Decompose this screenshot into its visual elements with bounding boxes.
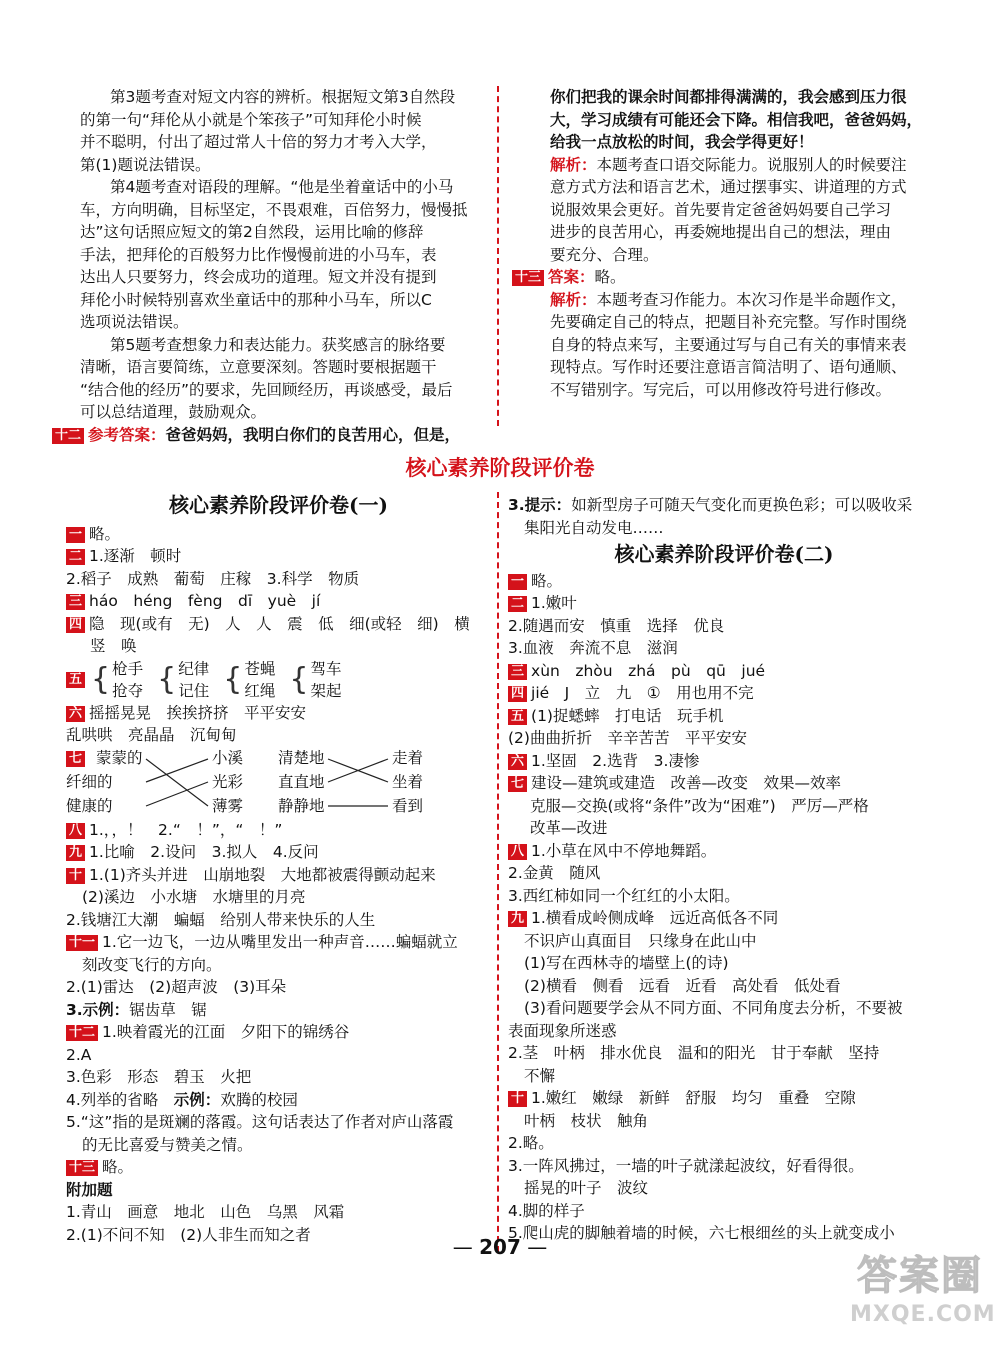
answer-text: 摇晃的叶子 波纹 <box>524 1179 649 1197</box>
answer-text: 3.一阵风拂过，一墙的叶子就漾起波纹，好看得很。 <box>508 1156 864 1175</box>
question-number-tag: 十一 <box>66 935 98 951</box>
match-word: 直直地 <box>278 772 325 791</box>
answer-label: 参考答案： <box>88 425 166 444</box>
answer-text: 刻改变飞行的方向。 <box>82 955 222 974</box>
word-pair: 纪律 记住 <box>178 659 210 700</box>
question-number-tag: 八 <box>508 844 527 860</box>
question-number-tag: 六 <box>508 754 527 770</box>
brace-icon: { <box>91 661 111 697</box>
answer-text: 建设—建筑或建造 改善—改变 效果—效率 <box>531 774 842 792</box>
text-line: 不写错别字。写完后，可以用修改符号进行修改。 <box>550 380 892 399</box>
analysis-text: 本题考查习作能力。本次习作是半命题作文， <box>596 290 907 309</box>
top-right-block <box>508 86 938 401</box>
paper1-title: 核心素养阶段评价卷(一) <box>169 493 388 517</box>
answer-text: 隐 现(或有 无) 人 人 震 低 细(或轻 细) 横 <box>89 614 470 633</box>
text-line: 现特点。写作时还要注意语言简洁明了、语句通顺、 <box>550 358 907 376</box>
question-number-tag: 十 <box>508 1091 527 1107</box>
question-number-tag: 一 <box>508 574 527 590</box>
answer-text: 2.茎 叶柄 排水优良 温和的阳光 甘于奉献 坚持 <box>508 1044 880 1062</box>
pinyin-answer: háo héng fèng dī yuè jí <box>89 592 321 610</box>
answer-text: 略。 <box>531 571 563 590</box>
answer-text: 2.(1)雷达 (2)超声波 (3)耳朵 <box>66 978 287 996</box>
answer-text: 3.西红柿如同一个红红的小太阳。 <box>508 886 740 905</box>
analysis-line <box>508 289 938 312</box>
answer-text: 竖 唤 <box>90 637 137 655</box>
answer-text: 克服—交换(或将“条件”改为“困难”) 严厉—严格 <box>530 796 869 815</box>
answer-text: 2.钱塘江大潮 蝙蝠 给别人带来快乐的人生 <box>66 910 376 929</box>
answer-text: 不识庐山真面目 只缘身在此山中 <box>524 931 757 950</box>
answer-text: 略。 <box>89 524 121 543</box>
answer-text: 5.爬山虎的脚触着墙的时候，六七根细丝的头上就变成小 <box>508 1224 895 1242</box>
match-word: 小溪 <box>212 748 244 767</box>
example-label: 3.示例： <box>66 1000 130 1019</box>
brace-icon: { <box>289 661 309 697</box>
text-line: 第4题考查对语段的理解。“他是坐着童话中的小马 <box>110 178 454 196</box>
answer-text: (3)看问题要学会从不同方面、不同角度去分析，不要被 <box>524 999 903 1017</box>
answer-text: (2)曲曲折折 辛辛苦苦 平平安安 <box>508 729 747 747</box>
text-line: “结合他的经历”的要求，先回顾经历，再谈感受，最后 <box>80 380 453 399</box>
question-number-tag: 九 <box>508 911 527 927</box>
answer-text: 1.(1)齐头并进 山崩地裂 大地都被震得颤动起来 <box>89 865 436 884</box>
match-word: 光彩 <box>212 772 244 791</box>
top-left-block <box>55 86 490 446</box>
question-number-tag: 一 <box>66 527 85 543</box>
answer-text: 改革—改进 <box>530 819 608 837</box>
watermark-text: 答案圈 <box>857 1253 983 1299</box>
answer-text: 5.“这”指的是斑斓的落霞。这句话表达了作者对庐山落霞 <box>66 1113 454 1131</box>
q5-word-groups <box>66 658 491 702</box>
answer-text: 1.青山 画意 地北 山色 乌黑 风霜 <box>66 1203 345 1221</box>
answer-text: 2.稻子 成熟 葡萄 庄稼 3.科学 物质 <box>66 569 360 588</box>
match-word: 健康的 <box>66 796 113 815</box>
text-line: 给我一点放松的时间，我会学得更好！ <box>550 133 814 151</box>
text-line: 达出人只要努力，终会成功的道理。短文并没有提到 <box>80 268 437 286</box>
watermark-logo <box>850 1250 996 1342</box>
answer-text: 1.映着霞光的江面 夕阳下的锦绣谷 <box>102 1023 350 1041</box>
text-line: 手法，把拜伦的百般努力比作慢慢前进的小马车，表 <box>80 245 437 264</box>
text-line: 你们把我的课余时间都排得满满的，我会感到压力很 <box>550 88 907 106</box>
answer-text: 1.逐渐 顿时 <box>89 547 182 565</box>
text-line: 要充分、合理。 <box>550 245 659 264</box>
text-line: 选项说法错误。 <box>80 313 189 331</box>
question-number-tag: 八 <box>66 823 85 839</box>
question-number-tag: 六 <box>66 706 85 722</box>
paper1-column <box>66 494 491 1246</box>
match-word: 静静地 <box>278 796 325 815</box>
text-line: 先要确定自己的特点，把题目补充完整。写作时围绕 <box>550 313 907 331</box>
answer-text: 3.色彩 形态 碧玉 火把 <box>66 1068 252 1086</box>
answer-text: 2.略。 <box>508 1134 554 1152</box>
answer-text: 1.嫩叶 <box>531 594 577 612</box>
answer-text: (1)捉蟋蟀 打电话 玩手机 <box>531 706 724 725</box>
answer-text: 不懈 <box>524 1066 556 1085</box>
answer-text: 1.它一边飞，一边从嘴里发出一种声音……蝙蝠就立 <box>102 933 458 951</box>
text-line: 达”这句话照应短文的第2自然段，运用比喻的修辞 <box>80 223 424 241</box>
watermark-url: MXQE.COM <box>850 1302 996 1327</box>
answer-text: 欢腾的校园 <box>220 1090 298 1109</box>
answer-text: 爸爸妈妈，我明白你们的良苦用心，但是， <box>165 425 461 444</box>
answer-text: 3.血液 奔流不息 滋润 <box>508 639 678 657</box>
brace-icon: { <box>223 661 243 697</box>
answer-text: (1)写在西林寺的墙壁上(的诗) <box>524 954 729 972</box>
question-number-tag: 五 <box>508 709 527 725</box>
answer-text: (2)溪边 小水塘 水塘里的月亮 <box>82 888 306 906</box>
text-line: 的第一句“拜伦从小就是个笨孩子”可知拜伦小时候 <box>80 110 422 129</box>
answer-text: 摇摇晃晃 挨挨挤挤 平平安安 <box>89 703 307 722</box>
example-label: 示例： <box>173 1090 221 1109</box>
answer-text: 2.金黄 随风 <box>508 864 601 882</box>
text-line: 第5题考查想象力和表达能力。获奖感言的脉络要 <box>110 335 446 354</box>
answer-text: 的无比喜爱与赞美之情。 <box>82 1135 253 1154</box>
analysis-label: 解析： <box>550 290 597 309</box>
answer-text: (2)横看 侧看 远看 近看 高处看 低处看 <box>524 976 841 995</box>
question-number-tag: 四 <box>508 686 527 702</box>
paper2-title: 核心素养阶段评价卷(二) <box>614 542 834 566</box>
text-line: 说服效果会更好。首先要肯定爸爸妈妈要自己学习 <box>550 200 892 219</box>
answer-text: 略。 <box>594 268 626 286</box>
match-word: 蒙蒙的 <box>96 748 143 767</box>
question-number-tag: 九 <box>66 845 85 861</box>
question-number-tag: 十三 <box>512 270 544 286</box>
answer-12-line <box>52 424 490 447</box>
analysis-text: 本题考查口语交际能力。说服别人的时候要注 <box>596 155 907 174</box>
question-number-tag: 七 <box>66 751 85 767</box>
question-number-tag: 三 <box>66 594 85 610</box>
text-line: 车，方向明确，目标坚定，不畏艰难，百倍努力，慢慢抵 <box>80 200 468 219</box>
match-word: 纤细的 <box>66 772 113 791</box>
answer-text: 1.嫩红 嫩绿 新鲜 舒服 均匀 重叠 空隙 <box>531 1089 856 1107</box>
text-line: 自身的特点来写，主要通过写与自己有关的事情来表 <box>550 335 907 354</box>
analysis-line <box>508 154 938 177</box>
hint-label: 3.提示： <box>508 496 572 514</box>
question-number-tag: 五 <box>66 672 85 688</box>
text-line: 第(1)题说法错误。 <box>80 155 211 174</box>
answer-text: 2.随遇而安 慎重 选择 优良 <box>508 616 725 635</box>
extra-title: 附加题 <box>66 1180 113 1199</box>
answer-text: 锯齿草 锯 <box>129 1000 207 1019</box>
text-line: 清晰，语言要简练，立意要深刻。答题时要根据题干 <box>80 358 437 376</box>
word-pair: 枪手 抢夺 <box>112 659 144 700</box>
answer-text: 如新型房子可随天气变化而更换色彩；可以吸收采 <box>571 496 913 514</box>
match-word: 清楚地 <box>278 748 325 767</box>
answer-text: 略。 <box>102 1158 134 1176</box>
answer-text: 乱哄哄 亮晶晶 沉甸甸 <box>66 726 237 744</box>
answer-label: 答案： <box>548 268 595 286</box>
answer-text: 集阳光自动发电…… <box>524 518 664 537</box>
answer-text: 4.脚的样子 <box>508 1201 585 1220</box>
text-line: 大，学习成绩有可能还会下降。相信我吧，爸爸妈妈， <box>550 110 923 129</box>
answer-text: 2.(1)不问不知 (2)人非生而知之者 <box>66 1225 311 1244</box>
word-pair: 驾车 架起 <box>310 659 342 700</box>
page-number: — 207 — <box>452 1235 548 1259</box>
text-line: 并不聪明，付出了超过常人十倍的努力才考入大学， <box>80 133 437 151</box>
pinyin-answer: xùn zhòu zhá pù qū jué <box>531 661 766 680</box>
match-word: 走着 <box>392 748 424 767</box>
question-number-tag: 七 <box>508 776 527 792</box>
question-number-tag: 四 <box>66 617 85 633</box>
answer-text: 表面现象所迷惑 <box>508 1021 617 1040</box>
question-number-tag: 十 <box>66 868 85 884</box>
paper2-column <box>508 494 940 1245</box>
answer-text: 1.比喻 2.设问 3.拟人 4.反问 <box>89 843 319 861</box>
answer-text: 1.小草在风中不停地舞蹈。 <box>531 841 717 860</box>
text-line: 进步的良苦用心，再委婉地提出自己的想法，理由 <box>550 223 892 241</box>
question-number-tag: 十三 <box>66 1160 98 1176</box>
answer-text: 4.列举的省略 <box>66 1090 174 1109</box>
answer-text: 1.，，！ 2.“ ！”，“ ！” <box>89 820 283 839</box>
match-word: 看到 <box>392 796 424 815</box>
answer-text: 叶柄 枝状 触角 <box>524 1111 649 1130</box>
answer-13-line <box>508 266 938 289</box>
brace-icon: { <box>157 661 177 697</box>
matching-lines <box>66 747 491 819</box>
answer-text: 2.A <box>66 1045 92 1064</box>
analysis-label: 解析： <box>550 155 597 174</box>
question-number-tag: 二 <box>66 549 85 565</box>
question-number-tag: 十二 <box>66 1025 98 1041</box>
text-line: 可以总结道理，鼓励观众。 <box>80 403 267 421</box>
answer-text: 1.横看成岭侧成峰 远近高低各不同 <box>531 909 779 927</box>
q7-matching <box>66 747 491 819</box>
question-number-tag: 二 <box>508 596 527 612</box>
question-number-tag: 十二 <box>52 428 84 444</box>
question-number-tag: 三 <box>508 664 527 680</box>
column-divider <box>497 86 499 426</box>
match-word: 薄雾 <box>212 796 244 815</box>
text-line: 意方式方法和语言艺术，通过摆事实、讲道理的方式 <box>550 178 907 196</box>
word-pair: 苍蝇 红绳 <box>244 659 276 700</box>
answer-text: jié J 立 九 ① 用也用不完 <box>531 684 754 702</box>
text-line: 第3题考查对短文内容的辨析。根据短文第3自然段 <box>110 88 456 106</box>
section-title: 核心素养阶段评价卷 <box>405 456 595 480</box>
answer-text: 1.坚固 2.选背 3.凄惨 <box>531 751 700 770</box>
text-line: 拜伦小时候特别喜欢坐童话中的那种小马车，所以C <box>80 290 432 309</box>
column-divider <box>497 492 499 1252</box>
match-word: 坐着 <box>392 772 424 791</box>
